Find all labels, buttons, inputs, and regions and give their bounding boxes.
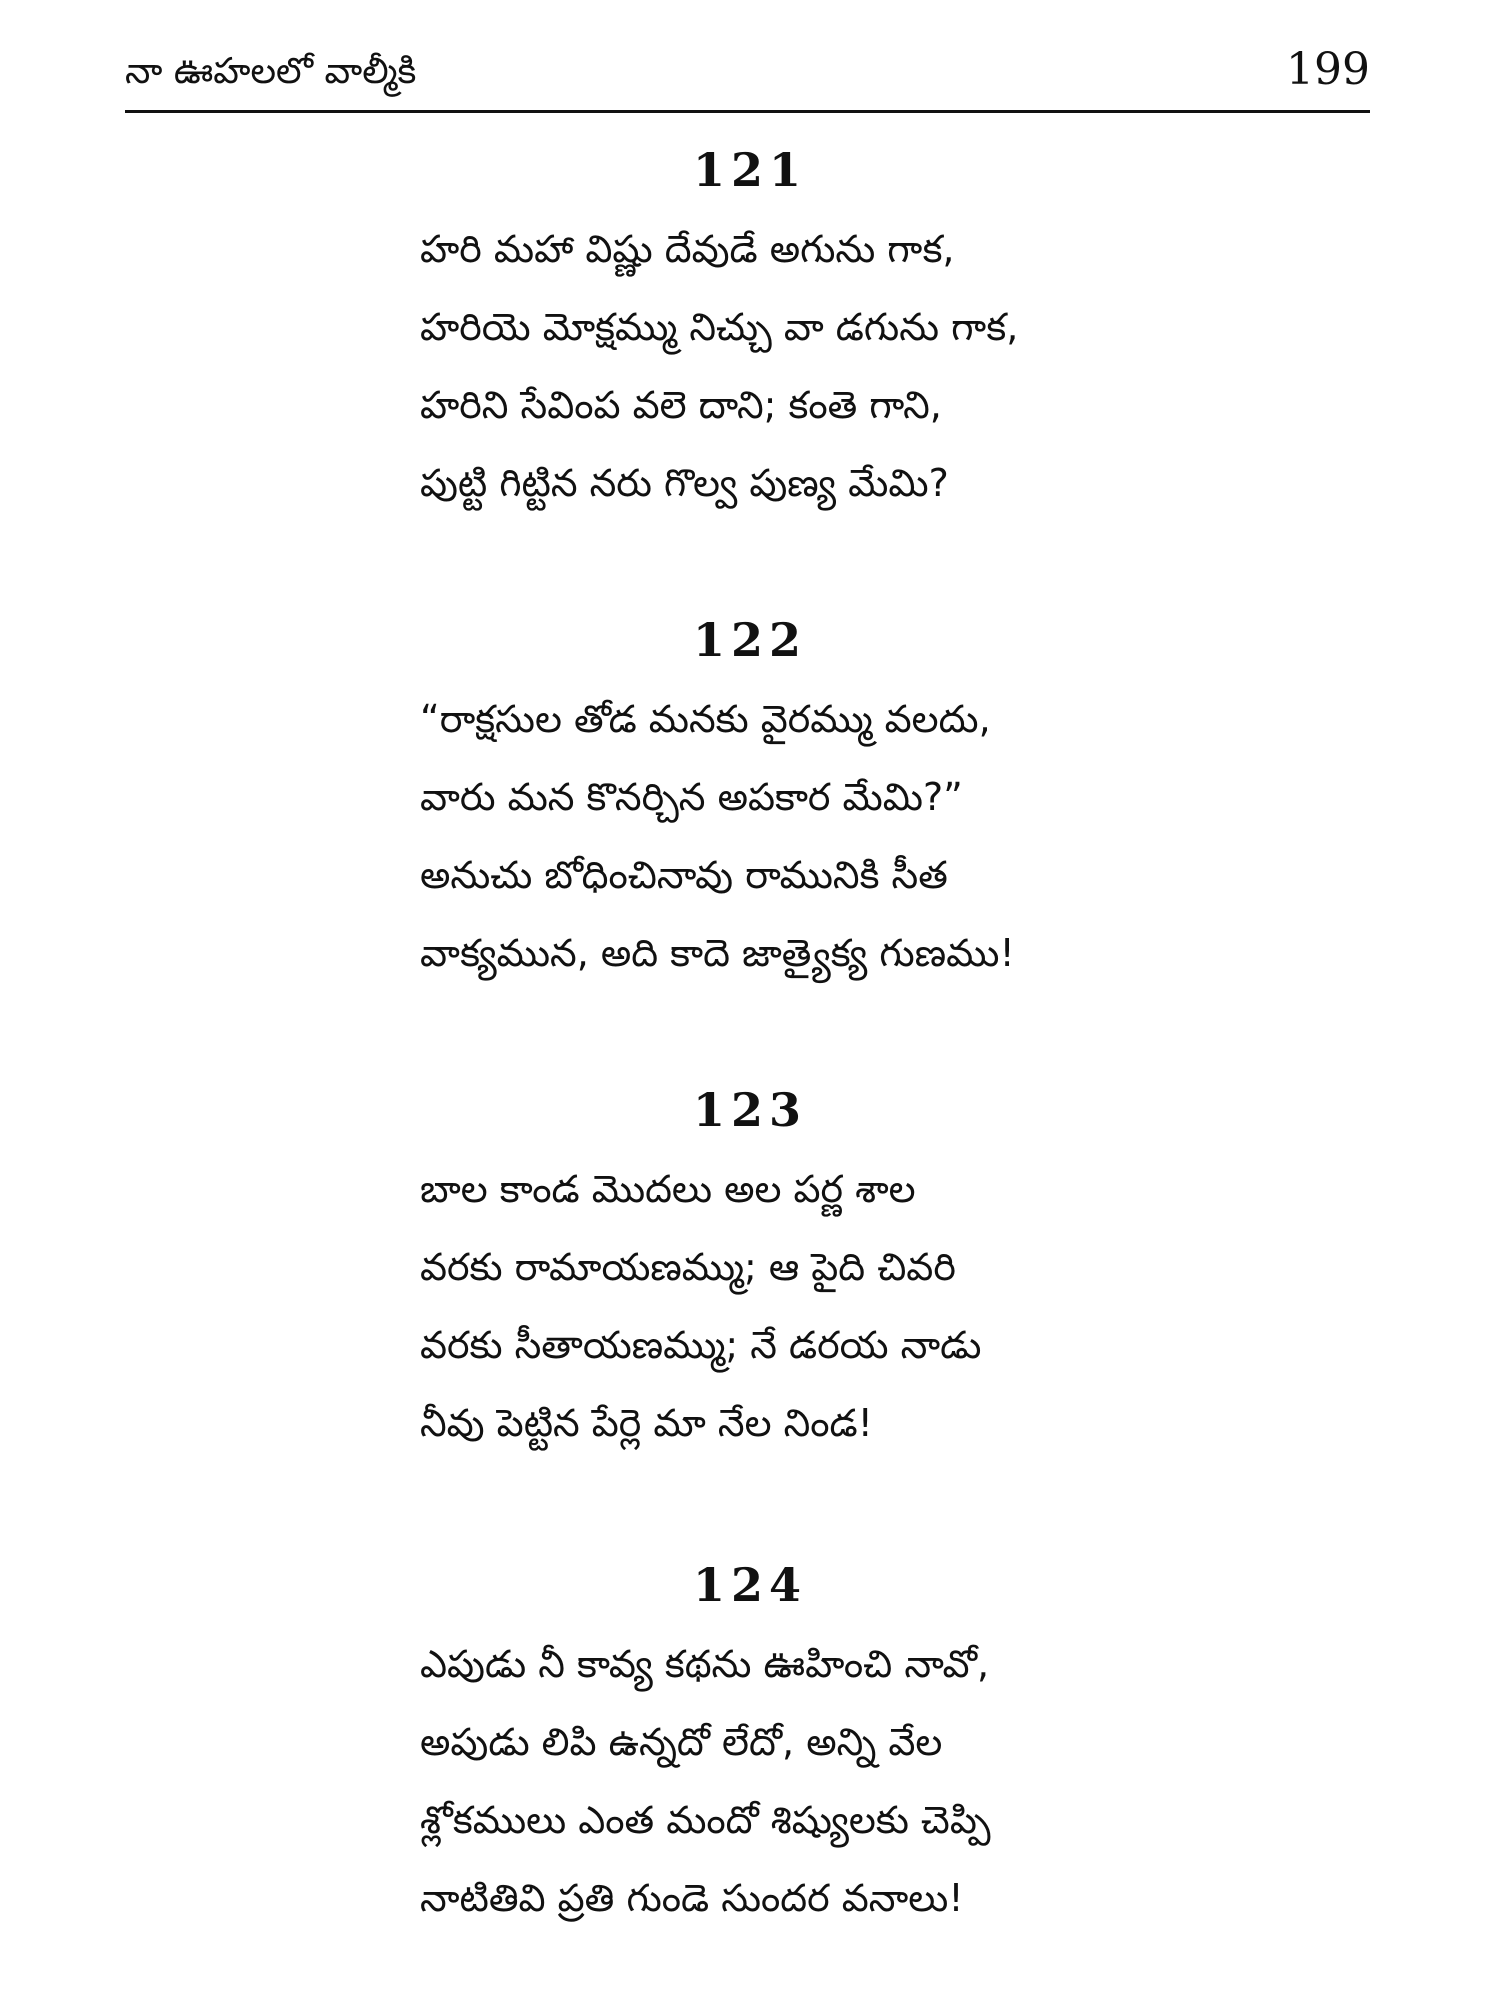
verse-line: అపుడు లిపి ఉన్నదో లేదో, అన్ని వేల [420, 1720, 943, 1764]
verse-line: వరకు సీతాయణమ్ము; నే డరయ నాడు [420, 1323, 982, 1367]
page-number: 199 [1286, 44, 1370, 95]
verse-number: 121 [692, 143, 808, 197]
verse-line: హరియె మోక్షమ్ము నిచ్చు వా డగును గాక, [420, 305, 1019, 349]
verse-lines [420, 1150, 981, 1462]
verse-line: పుట్టి గిట్టిన నరు గొల్వ పుణ్య మేమి? [420, 461, 949, 505]
verse-line: “రాక్షసుల తోడ మనకు వైరమ్ము వలదు, [420, 697, 991, 741]
verse-number: 124 [692, 1558, 808, 1612]
verse-line: వరకు రామాయణమ్ము; ఆ పైది చివరి [420, 1245, 956, 1289]
verse-line: హరి మహా విష్ణు దేవుడే అగును గాక, [420, 227, 955, 271]
verse-line: బాల కాండ మొదలు అల పర్ణ శాల [420, 1167, 916, 1211]
verse-line: వాక్యమున, అది కాదె జాత్యైక్య గుణము! [420, 931, 1015, 975]
page-header [125, 30, 1370, 113]
verse-line: ఎపుడు నీ కావ్య కథను ఊహించి నావో, [420, 1642, 990, 1686]
verse-line: శ్లోకములు ఎంత మందో శిష్యులకు చెప్పి [420, 1798, 991, 1842]
verse-lines [420, 1625, 991, 1937]
verse-line: నీవు పెట్టిన పేర్లె మా నేల నిండ! [420, 1401, 873, 1445]
verse-line: అనుచు బోధించినావు రామునికి సీత [420, 853, 948, 897]
verse-line: హరిని సేవింప వలె దాని; కంతె గాని, [420, 383, 942, 427]
running-title: నా ఊహలలో వాల్మీకి [125, 51, 417, 92]
verse-number: 123 [692, 1083, 808, 1137]
verse-line: వారు మన కొనర్చిన అపకార మేమి?” [420, 775, 963, 819]
verse-number: 122 [692, 613, 808, 667]
verse-lines [420, 210, 1018, 522]
verse-line: నాటితివి ప్రతి గుండె సుందర వనాలు! [420, 1876, 964, 1920]
verse-lines [420, 680, 1015, 992]
